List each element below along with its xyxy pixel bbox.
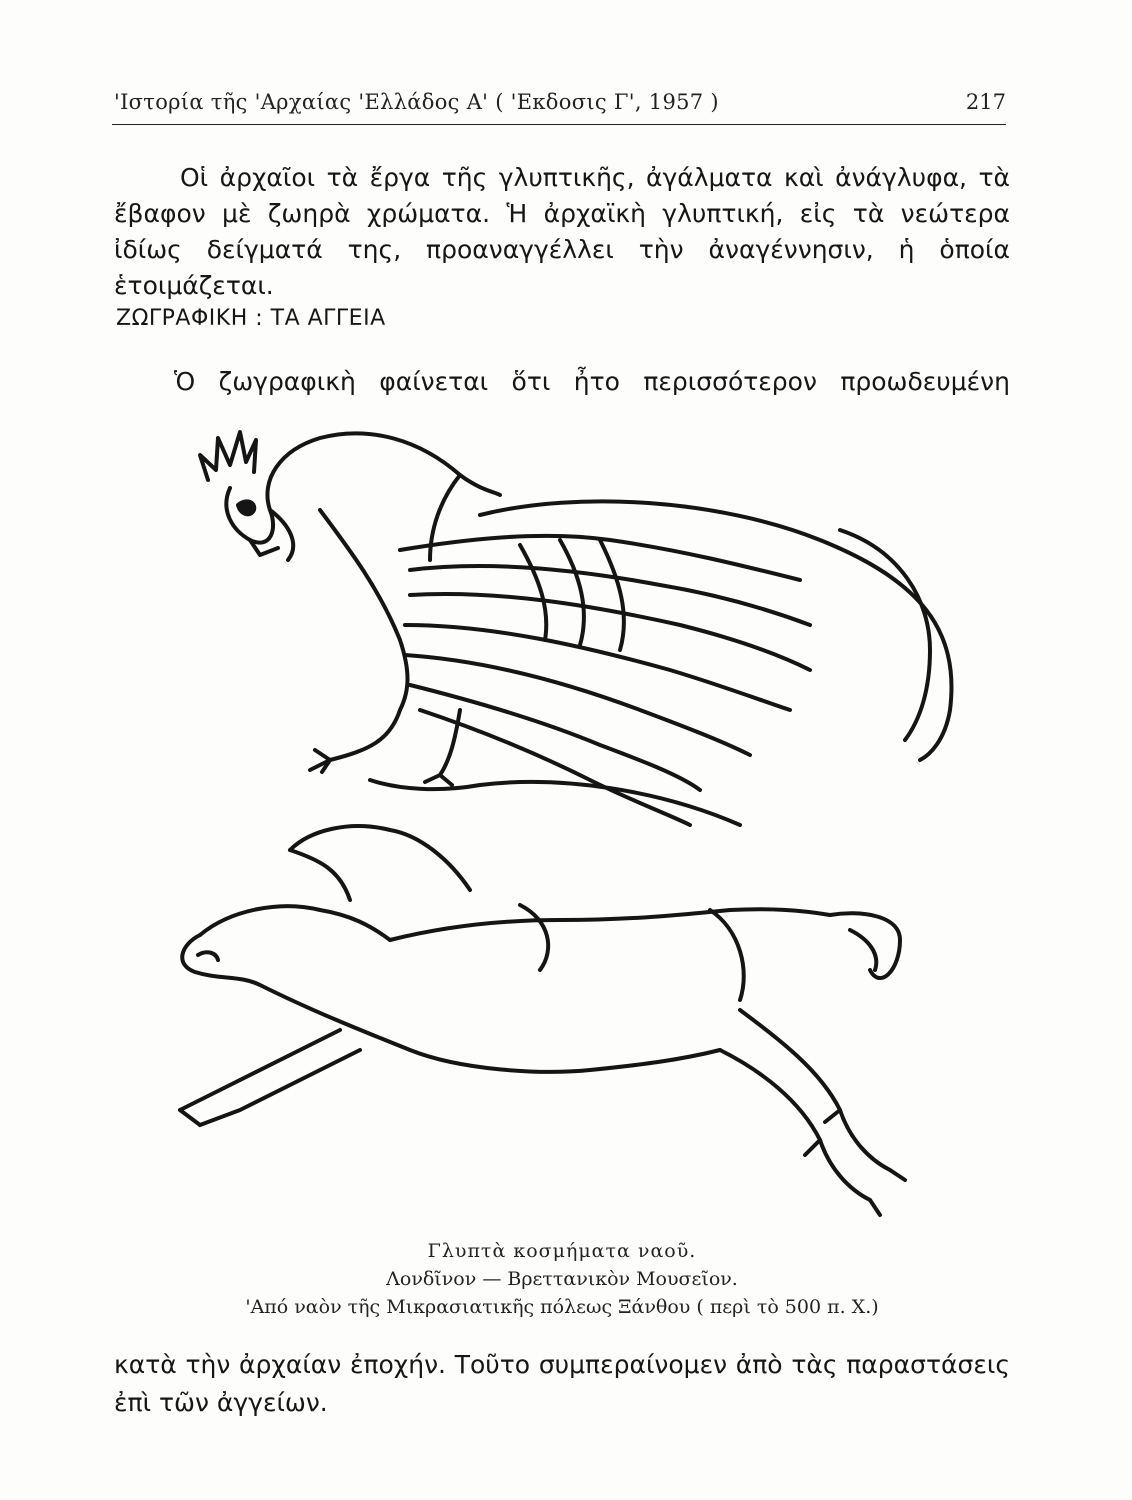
figure-caption-source: 'Από ναὸν τῆς Μικρασιατικῆς πόλεως Ξάνθου ( περὶ τὸ 500 π. Χ.) [245,1296,879,1318]
section-heading: ΖΩΓΡΑΦΙΚΗ : ΤΑ ΑΓΓΕΙΑ [116,306,386,331]
paragraph-painting-text: Ὁ ζωγραφικὴ φαίνεται ὅτι ἦτο περισσότερον προωδευμένη [174,367,1010,396]
rooster-and-boar-drawing [160,410,990,1230]
paragraph-sculpture-text: Οἱ ἀρχαῖοι τὰ ἔργα τῆς γλυπτικῆς, ἀγάλματα καὶ ἀνάγλυφα, τὰ ἔβαφον μὲ ζωηρὰ χρώματα. Ἡ ἀρχαϊκὴ γλυπτική, εἰς τὰ νεώτερα ἰδίως δείγματά της, προαναγγέλλει τὴν ἀναγέννησιν, ἡ ὁποία ἑτοιμάζεται. [114,163,1010,300]
running-title: 'Ιστορία τῆς 'Αρχαίας 'Ελλάδος Α' ( 'Εκδοσις Γ', 1957 ) [114,90,719,114]
figure-caption-title: Γλυπτὰ κοσμήματα ναοῦ. [427,1240,697,1262]
paragraph-painting [114,364,1010,400]
paragraph-continuation: κατὰ τὴν ἀρχαίαν ἐποχήν. Τοῦτο συμπεραίνομεν ἀπὸ τὰς παραστάσεις ἐπὶ τῶν ἀγγείων. [114,1350,1010,1417]
paragraph-sculpture [114,160,1010,304]
running-header [112,86,1006,125]
page-number: 217 [965,90,1006,114]
rooster-drawing [200,432,951,825]
relief-illustration [160,410,990,1230]
boar-drawing [180,826,905,1215]
figure-caption-location: Λονδῖνον — Βρεττανικὸν Μουσεῖον. [386,1268,738,1290]
